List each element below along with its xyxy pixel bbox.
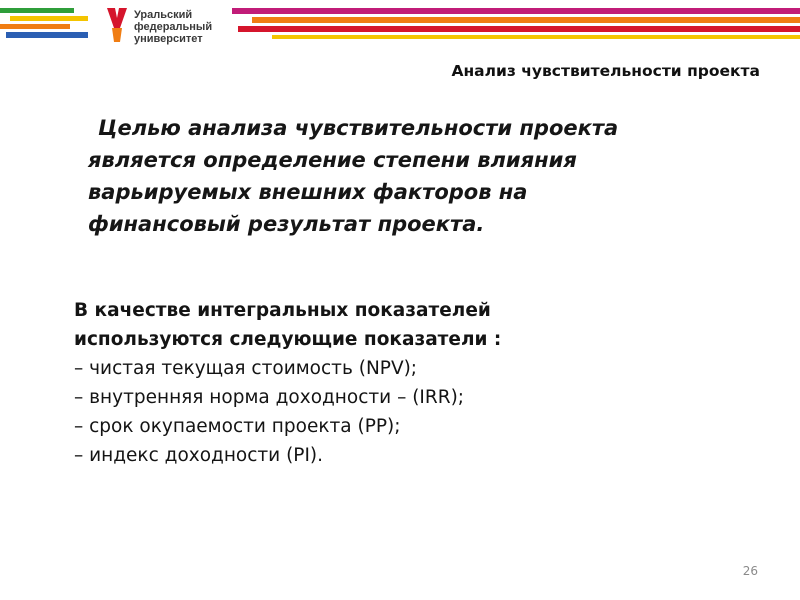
page-number: 26	[742, 564, 758, 578]
header-stripe	[252, 17, 800, 23]
indicators-block	[74, 296, 694, 470]
intro-line: является определение степени влияния	[88, 148, 577, 172]
header-stripe	[272, 35, 800, 39]
university-name-line-3: университет	[134, 33, 203, 45]
intro-line: варьируемых внешних факторов на	[88, 180, 528, 204]
header-stripe	[10, 16, 88, 21]
header-stripe	[232, 8, 800, 14]
intro-line: Целью анализа чувствительности проекта	[98, 116, 619, 140]
indicators-heading-line: В качестве интегральных показателей	[74, 300, 491, 321]
header-stripe	[0, 8, 74, 13]
university-name-line-1: Уральский	[134, 9, 193, 21]
header-stripe	[238, 26, 800, 32]
header-stripe	[6, 32, 88, 38]
header-stripes-right	[232, 0, 800, 40]
indicator-item-irr: – внутренняя норма доходности – (IRR);	[74, 387, 465, 408]
indicator-item-pi: – индекс доходности (PI).	[74, 445, 324, 466]
intro-line: финансовый результат проекта.	[88, 212, 485, 236]
slide-title: Анализ чувствительности проекта	[451, 62, 760, 80]
header-stripe	[0, 24, 70, 29]
indicator-item-pp: – срок окупаемости проекта (PP);	[74, 416, 401, 437]
university-name-line-2: федеральный	[134, 21, 213, 33]
header-stripes-left	[0, 0, 90, 40]
university-name	[134, 9, 212, 45]
indicators-heading-line: используются следующие показатели :	[74, 329, 502, 350]
university-emblem-icon	[104, 6, 130, 44]
university-logo	[104, 6, 234, 50]
indicator-item-npv: – чистая текущая стоимость (NPV);	[74, 358, 418, 379]
intro-paragraph	[88, 112, 778, 240]
